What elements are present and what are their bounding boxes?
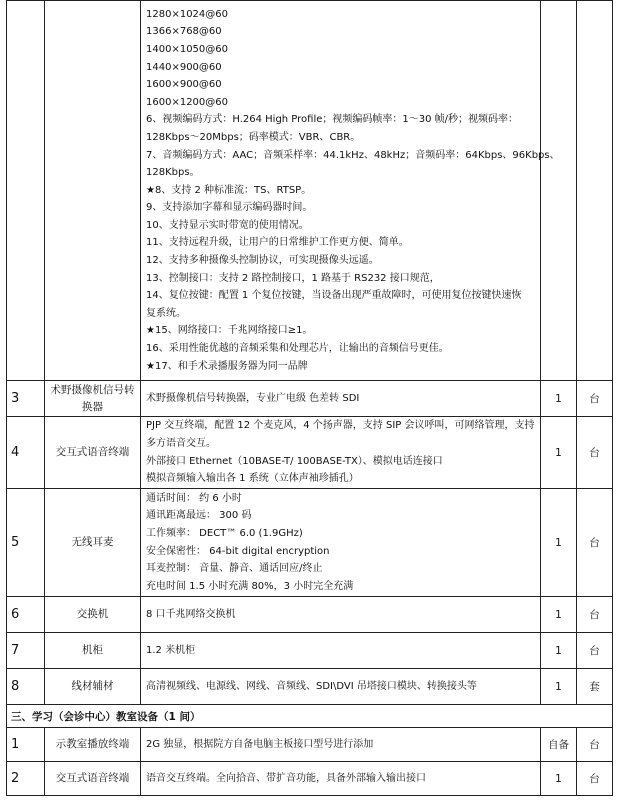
item-quantity: 1: [541, 381, 577, 417]
item-name: 交互式语音终端: [45, 417, 141, 489]
item-quantity: 1: [541, 633, 577, 669]
table-row: [7, 762, 613, 796]
item-name: 机柜: [45, 633, 141, 669]
equipment-table: [6, 0, 613, 796]
item-spec: 通话时间： 约 6 小时 通讯距离最远： 300 码 工作频率： DECT™ 6.0 (1.9GHz) 安全保密性： 64-bit digital encryption 耳麦控制： 音量、静音、通话回应/终止 充电时间 1.5 小时充满 80%，3 小时完全充满: [141, 489, 541, 597]
item-spec: 8 口千兆网络交换机: [141, 597, 541, 633]
item-unit: 台: [577, 381, 613, 417]
item-spec: PJP 交互终端，配置 12 个麦克风，4 个扬声器，支持 SIP 会议呼叫，可网络管理，支持多方语音交互。 外部接口 Ethernet（10BASE-T/ 100BASE-TX）、模拟电话连接口 模拟音频输入输出各 1 系统（立体声袖珍插孔）: [141, 417, 541, 489]
item-quantity: 1: [541, 762, 577, 796]
item-spec: 高清视频线、电源线、网线、音频线、SDI\DVI 吊塔接口模块、转换接头等: [141, 669, 541, 705]
item-quantity: 自备: [541, 728, 577, 762]
item-unit: 套: [577, 669, 613, 705]
item-unit: 台: [577, 728, 613, 762]
item-quantity: 1: [541, 417, 577, 489]
item-unit: 台: [577, 417, 613, 489]
table-row: [7, 417, 613, 489]
item-unit: 台: [577, 597, 613, 633]
row-number: 7: [7, 633, 45, 669]
item-spec: 术野摄像机信号转换器，专业广电级 色差转 SDI: [141, 381, 541, 417]
item-unit: 台: [577, 633, 613, 669]
row-number: 5: [7, 489, 45, 597]
table-row: [7, 381, 613, 417]
table-row: [7, 1, 613, 381]
item-unit: 台: [577, 489, 613, 597]
row-number: 4: [7, 417, 45, 489]
row-number: 2: [7, 762, 45, 796]
table-row: [7, 728, 613, 762]
item-name: 线材辅材: [45, 669, 141, 705]
item-quantity: 1: [541, 669, 577, 705]
item-name: 交互式语音终端: [45, 762, 141, 796]
item-spec: 1.2 米机柜: [141, 633, 541, 669]
row-number: 8: [7, 669, 45, 705]
item-spec: 语音交互终端。全向拾音、带扩音功能，具备外部输入输出接口: [141, 762, 541, 796]
item-name: 交换机: [45, 597, 141, 633]
table-row: [7, 489, 613, 597]
item-unit: 台: [577, 762, 613, 796]
item-name: 无线耳麦: [45, 489, 141, 597]
table-row: [7, 633, 613, 669]
row-number: 1: [7, 728, 45, 762]
item-name: 示教室播放终端: [45, 728, 141, 762]
table-row: [7, 597, 613, 633]
item-name: 术野摄像机信号转换器: [45, 381, 141, 417]
table-row: [7, 669, 613, 705]
spec-list: 1280×1024@60 1366×768@60 1400×1050@60 1440×900@60 1600×900@60 1600×1200@60 6、视频编码方式：H.264 High Profile；视频编码帧率：1～30 帧/秒；视频码率： 128Kbps～20Mbps；码率模式：VBR、CBR。 7、音频编码方式：AAC；音频采样率：44.1kHz、48kHz；音频码率：64Kbps、96Kbps、 128Kbps。 ★8、支持 2 种标准流：TS、RTSP。 9、支持添加字幕和显示编码器时间。 10、支持显示实时带宽的使用情况。 11、支持远程升级，让用户的日常维护工作更方便、简单。 12、支持多种摄像头控制协议，可实现摄像头远遥。 13、控制接口：支持 2 路控制接口，1 路基于 RS232 接口规范， 14、复位按键：配置 1 个复位按键，当设备出现严重故障时，可使用复位按键快速恢 复系统。 ★15、网络接口：千兆网络接口≥1。 16、采用性能优越的音频采集和处理芯片，让输出的音频信号更佳。 ★17、和手术录播服务器为同一品牌: [141, 1, 541, 381]
item-spec: 2G 独显，根据院方自备电脑主板接口型号进行添加: [141, 728, 541, 762]
row-number: 6: [7, 597, 45, 633]
row-number: 3: [7, 381, 45, 417]
section-header-row: [7, 705, 613, 728]
item-quantity: 1: [541, 489, 577, 597]
section-title: 三、学习（会诊中心）教室设备（1 间）: [7, 705, 613, 728]
item-quantity: 1: [541, 597, 577, 633]
